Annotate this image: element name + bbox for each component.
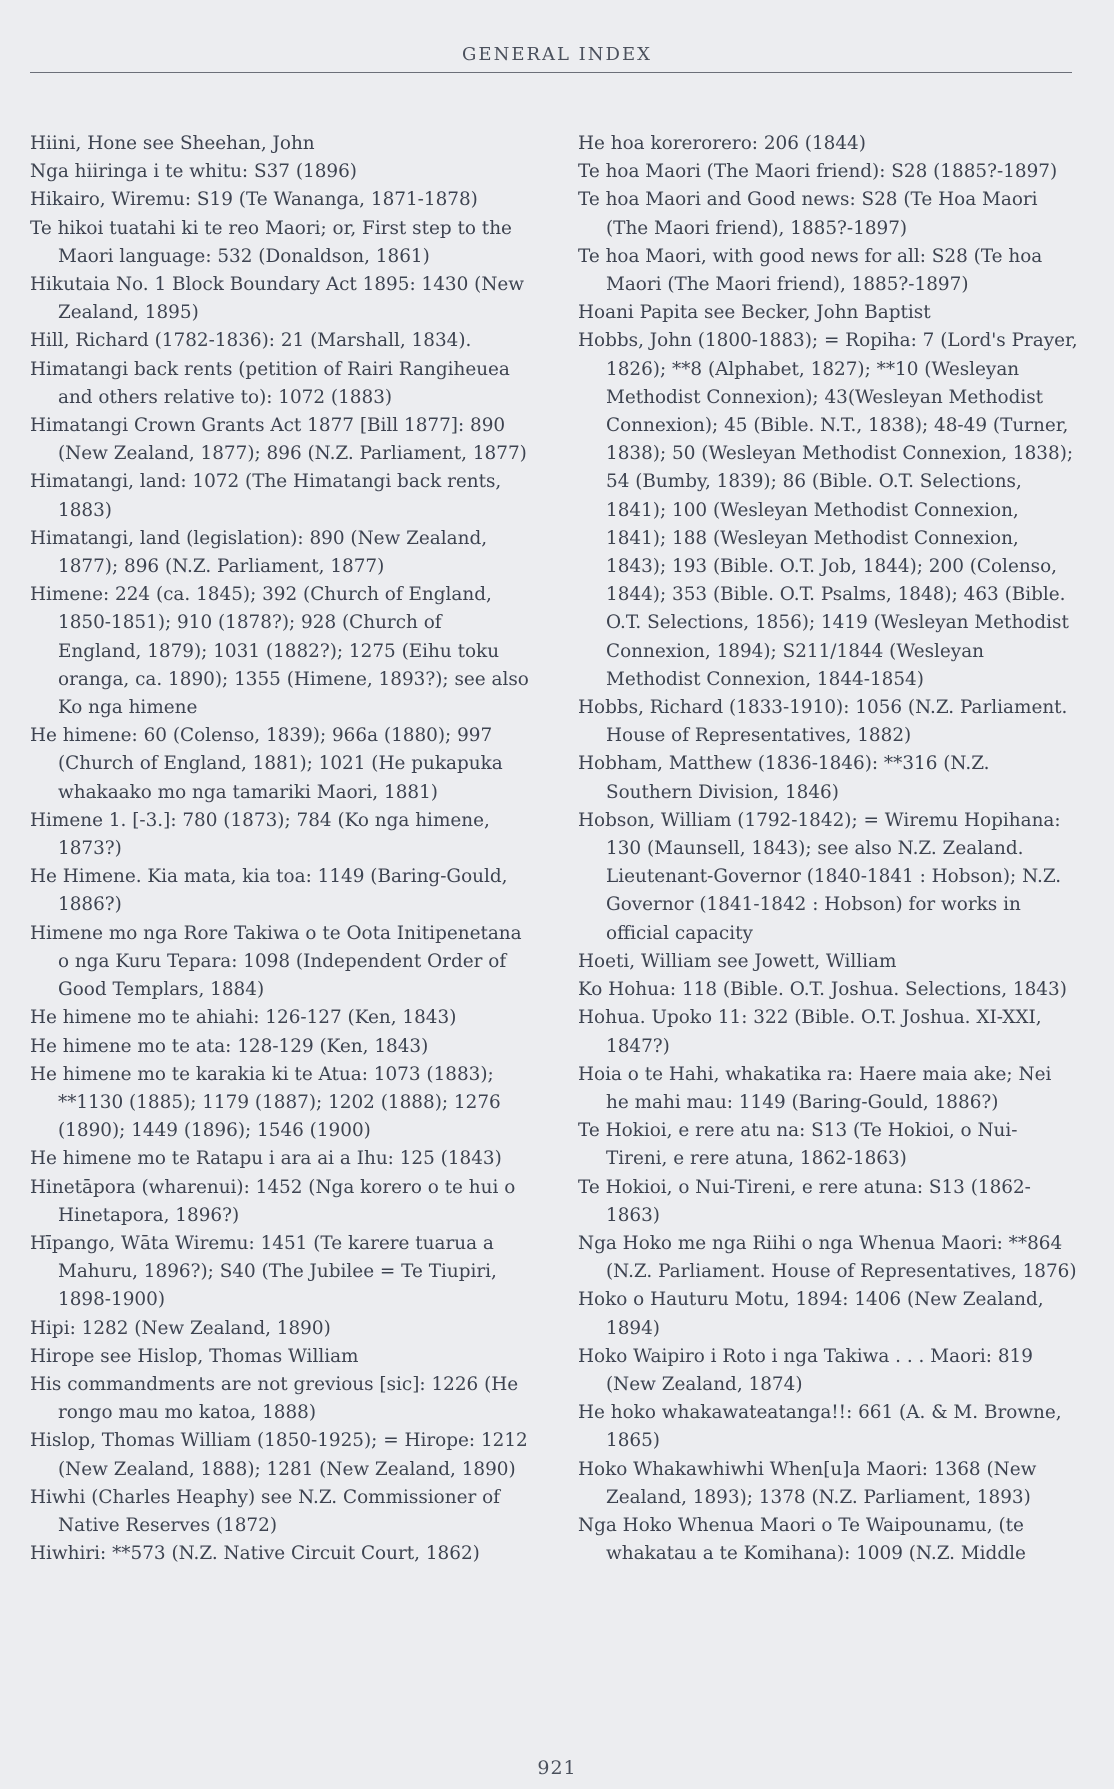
index-entry: Himatangi, land: 1072 (The Himatangi back rents, 1883) <box>30 471 502 521</box>
index-entry: Himene: 224 (ca. 1845); 392 (Church of England, 1850-1851); 910 (1878?); 928 (Church of England, 1879); 1031 (1882?); 1275 (Eihu toku oranga, ca. 1890); 1355 (Himene, 1893?); see also Ko nga himene <box>30 584 529 719</box>
index-entry: Hobson, William (1792-1842); = Wiremu Hopihana: 130 (Maunsell, 1843); see also N.Z. Zealand. Lieutenant-Governor (1840-1841 : Hobson); N.Z. Governor (1841-1842 : Hobson) for works in official capacity <box>578 809 1062 944</box>
index-column-right <box>578 130 1078 1568</box>
index-entry: Himatangi back rents (petition of Rairi Rangiheuea and others relative to): 1072 (1883) <box>30 358 510 408</box>
index-entry: Te hoa Maori (The Maori friend): S28 (1885?-1897) <box>578 161 1058 183</box>
index-entry: Te hoa Maori and Good news: S28 (Te Hoa Maori (The Maori friend), 1885?-1897) <box>578 189 1038 239</box>
index-entry: Hikutaia No. 1 Block Boundary Act 1895: 1430 (New Zealand, 1895) <box>30 274 525 324</box>
index-entry: Himene 1. [-3.]: 780 (1873); 784 (Ko nga himene, 1873?) <box>30 809 490 860</box>
index-entry: He himene mo te karakia ki te Atua: 1073 (1883); **1130 (1885); 1179 (1887); 1202 (1888); 1276 (1890); 1449 (1896); 1546 (1900) <box>30 1063 501 1142</box>
index-entry: Hobbs, Richard (1833-1910): 1056 (N.Z. Parliament. House of Representatives, 1882) <box>578 697 1068 747</box>
index-entry: Hiwhi (Charles Heaphy) see N.Z. Commissioner of Native Reserves (1872) <box>30 1486 500 1536</box>
header-rule <box>30 72 1072 73</box>
index-entry: Hohua. Upoko 11: 322 (Bible. O.T. Joshua. XI-XXI, 1847?) <box>578 1007 1042 1057</box>
index-entry: Hoani Papita see Becker, John Baptist <box>578 302 931 324</box>
index-entry: Hobham, Matthew (1836-1846): **316 (N.Z. Southern Division, 1846) <box>578 753 990 803</box>
index-entry: He hoko whakawateatanga!!: 661 (A. & M. Browne, 1865) <box>578 1402 1062 1452</box>
index-entry: His commandments are not grevious [sic]: 1226 (He rongo mau mo katoa, 1888) <box>30 1373 519 1424</box>
index-entry: Hinetāpora (wharenui): 1452 (Nga korero o te hui o Hinetapora, 1896?) <box>30 1176 516 1226</box>
index-entry: Hill, Richard (1782-1836): 21 (Marshall, 1834). <box>30 330 472 352</box>
index-entry: Nga hiiringa i te whitu: S37 (1896) <box>30 161 357 183</box>
index-entry: Nga Hoko Whenua Maori o Te Waipounamu, (te whakatau a te Komihana): 1009 (N.Z. Middle <box>578 1514 1026 1565</box>
index-entry: Hoeti, William see Jowett, William <box>578 950 897 972</box>
index-entry: Hiini, Hone see Sheehan, John <box>30 133 315 154</box>
index-entry: Hoia o te Hahi, whakatika ra: Haere maia ake; Nei he mahi mau: 1149 (Baring-Gould, 1886?) <box>578 1063 1052 1113</box>
index-entry: Te hikoi tuatahi ki te reo Maori; or, First step to the Maori language: 532 (Donaldson, 1861) <box>30 217 512 267</box>
index-entry: Hoko Waipiro i Roto i nga Takiwa . . . Maori: 819 (New Zealand, 1874) <box>578 1345 1033 1395</box>
index-entry: Hirope see Hislop, Thomas William <box>30 1345 359 1367</box>
index-entry: Himene mo nga Rore Takiwa o te Oota Initipenetana o nga Kuru Tepara: 1098 (Independent Order of Good Templars, 1884) <box>30 922 522 1001</box>
index-entry: He hoa korerorero: 206 (1844) <box>578 133 866 154</box>
index-entry: Hipi: 1282 (New Zealand, 1890) <box>30 1317 331 1339</box>
index-entry: Hislop, Thomas William (1850-1925); = Hirope: 1212 (New Zealand, 1888); 1281 (New Zealand, 1890) <box>30 1430 528 1480</box>
index-entry: Hoko o Hauturu Motu, 1894: 1406 (New Zealand, 1894) <box>578 1289 1044 1339</box>
index-entry: He Himene. Kia mata, kia toa: 1149 (Baring-Gould, 1886?) <box>30 866 508 916</box>
running-head: GENERAL INDEX <box>462 44 652 65</box>
index-entry: He himene: 60 (Colenso, 1839); 966a (1880); 997 (Church of England, 1881); 1021 (He pukapuka whakaako mo nga tamariki Maori, 1881) <box>30 725 503 803</box>
index-entry: Himatangi Crown Grants Act 1877 [Bill 1877]: 890 (New Zealand, 1877); 896 (N.Z. Parliament, 1877) <box>30 415 527 465</box>
index-entry: Hobbs, John (1800-1883); = Ropiha: 7 (Lord's Prayer, 1826); **8 (Alphabet, 1827); **10 (Wesleyan Methodist Connexion); 43(Wesleyan Methodist Connexion); 45 (Bible. N.T., 1838); 48-49 (Turner, 1838); 50 (Wesleyan Methodist Connexion, 1838); 54 (Bumby, 1839); 86 (Bible. O.T. Selections, 1841); 100 (Wesleyan Methodist Connexion, 1841); 188 (Wesleyan Methodist Connexion, 1843); 193 (Bible. O.T. Job, 1844); 200 (Colenso, 1844); 353 (Bible. O.T. Psalms, 1848); 463 (Bible. O.T. Selections, 1856); 1419 (Wesleyan Methodist Connexion, 1894); S211/1844 (Wesleyan Methodist Connexion, 1844-1854) <box>578 330 1078 690</box>
index-entry: Ko Hohua: 118 (Bible. O.T. Joshua. Selections, 1843) <box>578 979 1067 1001</box>
index-entry: He himene mo te ata: 128-129 (Ken, 1843) <box>30 1035 429 1057</box>
index-entry: Himatangi, land (legislation): 890 (New Zealand, 1877); 896 (N.Z. Parliament, 1877) <box>30 527 488 578</box>
index-entry: Te hoa Maori, with good news for all: S28 (Te hoa Maori (The Maori friend), 1885?-1897) <box>578 245 1043 296</box>
index-entry: Te Hokioi, o Nui-Tireni, e rere atuna: S13 (1862-1863) <box>578 1176 1031 1226</box>
index-entry: Te Hokioi, e rere atu na: S13 (Te Hokioi, o Nui-Tireni, e rere atuna, 1862-1863) <box>578 1120 1018 1170</box>
index-entry: Hikairo, Wiremu: S19 (Te Wananga, 1871-1878) <box>30 189 478 211</box>
index-entry: He himene mo te ahiahi: 126-127 (Ken, 1843) <box>30 1007 457 1029</box>
index-entry: Hoko Whakawhiwhi When[u]a Maori: 1368 (New Zealand, 1893); 1378 (N.Z. Parliament, 1893) <box>578 1458 1037 1508</box>
index-entry: Hīpango, Wāta Wiremu: 1451 (Te karere tuarua a Mahuru, 1896?); S40 (The Jubilee = Te Tiupiri, 1898-1900) <box>30 1232 497 1311</box>
index-entry: Nga Hoko me nga Riihi o nga Whenua Maori: **864 (N.Z. Parliament. House of Representatives, 1876) <box>578 1232 1077 1283</box>
index-entry: He himene mo te Ratapu i ara ai a Ihu: 125 (1843) <box>30 1148 502 1170</box>
index-entry: Hiwhiri: **573 (N.Z. Native Circuit Court, 1862) <box>30 1543 480 1565</box>
index-column-left <box>30 130 530 1568</box>
page-number: 921 <box>537 1757 577 1779</box>
